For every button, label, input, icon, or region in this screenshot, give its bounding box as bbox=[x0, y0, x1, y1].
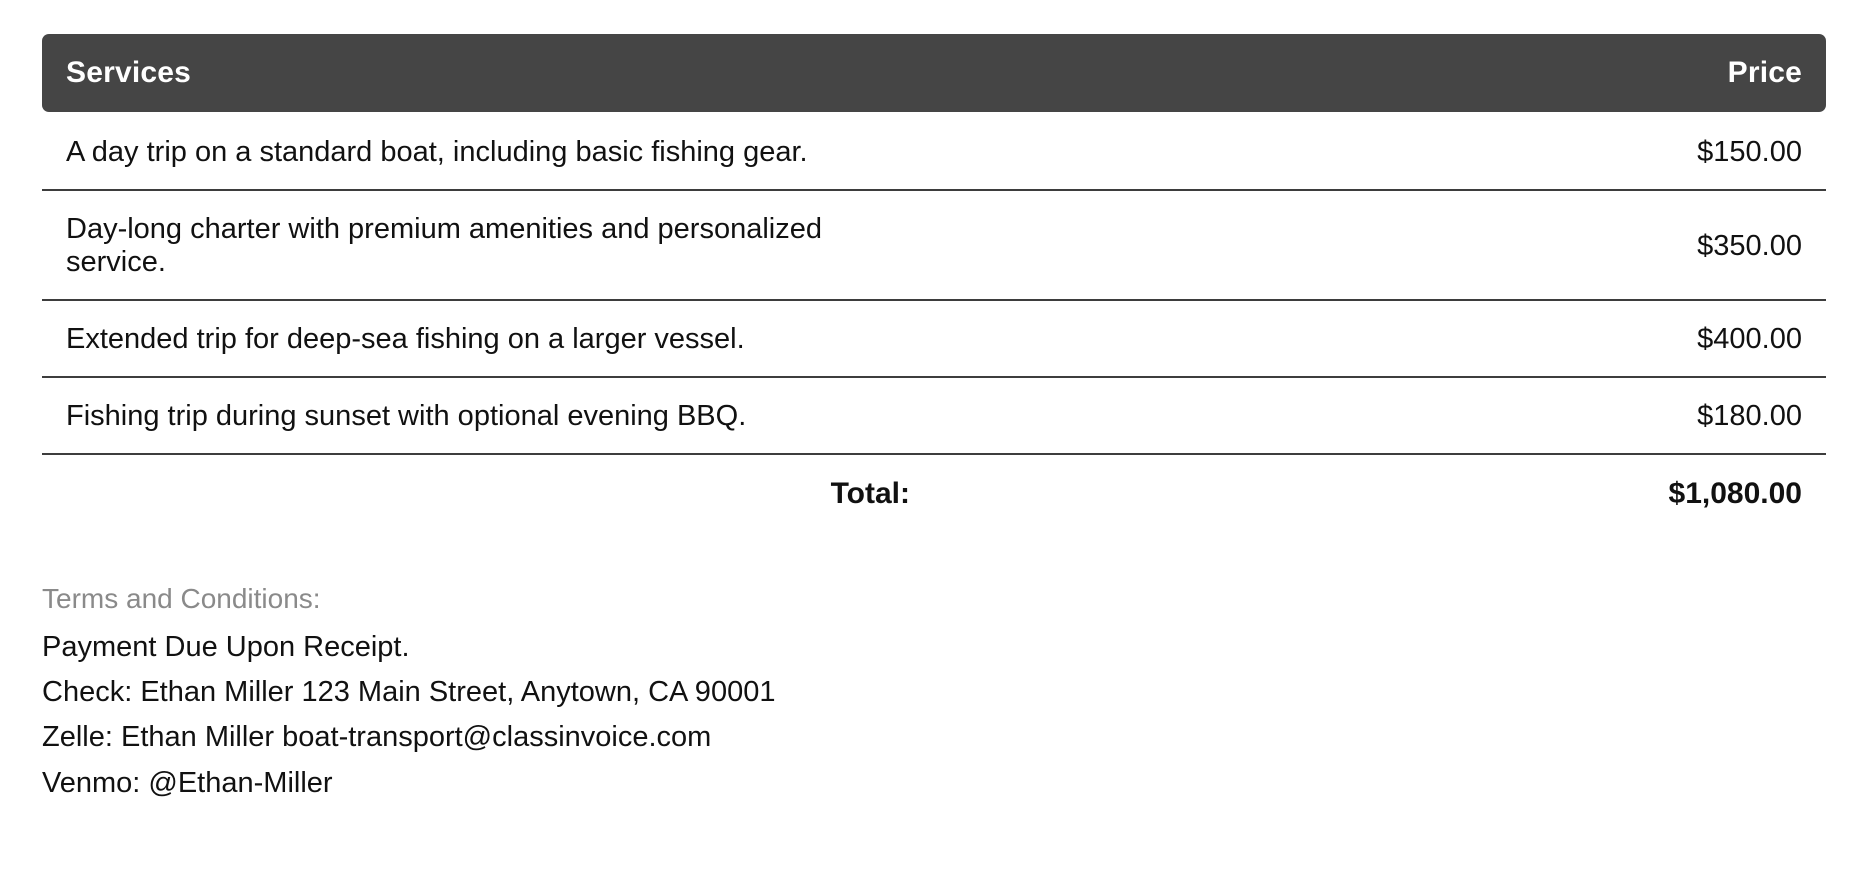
table-header-row bbox=[42, 34, 1826, 112]
service-price: $180.00 bbox=[934, 377, 1826, 454]
table-row bbox=[42, 377, 1826, 454]
terms-and-conditions-section bbox=[42, 583, 1826, 806]
services-price-table bbox=[42, 34, 1826, 531]
terms-heading: Terms and Conditions: bbox=[42, 583, 321, 614]
service-price: $150.00 bbox=[934, 112, 1826, 190]
total-row bbox=[42, 454, 1826, 531]
service-price: $400.00 bbox=[934, 300, 1826, 377]
table-row bbox=[42, 300, 1826, 377]
service-description: Day-long charter with premium amenities and personalized service. bbox=[42, 190, 934, 300]
table-header bbox=[42, 34, 1826, 112]
table-row bbox=[42, 112, 1826, 190]
service-description: Extended trip for deep-sea fishing on a larger vessel. bbox=[42, 300, 934, 377]
terms-line-venmo: Venmo: @Ethan-Miller bbox=[42, 766, 333, 799]
table-row bbox=[42, 190, 1826, 300]
total-label: Total: bbox=[830, 477, 910, 510]
terms-line-check: Check: Ethan Miller 123 Main Street, Anytown, CA 90001 bbox=[42, 676, 776, 709]
service-description: Fishing trip during sunset with optional evening BBQ. bbox=[42, 377, 934, 454]
table-body bbox=[42, 112, 1826, 531]
terms-line-zelle: Zelle: Ethan Miller boat-transport@classinvoice.com bbox=[42, 721, 712, 754]
service-description: A day trip on a standard boat, including basic fishing gear. bbox=[42, 112, 934, 190]
service-price: $350.00 bbox=[934, 190, 1826, 300]
column-header-services: Services bbox=[42, 34, 934, 112]
total-value: $1,080.00 bbox=[1668, 477, 1802, 510]
column-header-price: Price bbox=[934, 34, 1826, 112]
terms-line-payment: Payment Due Upon Receipt. bbox=[42, 631, 410, 663]
